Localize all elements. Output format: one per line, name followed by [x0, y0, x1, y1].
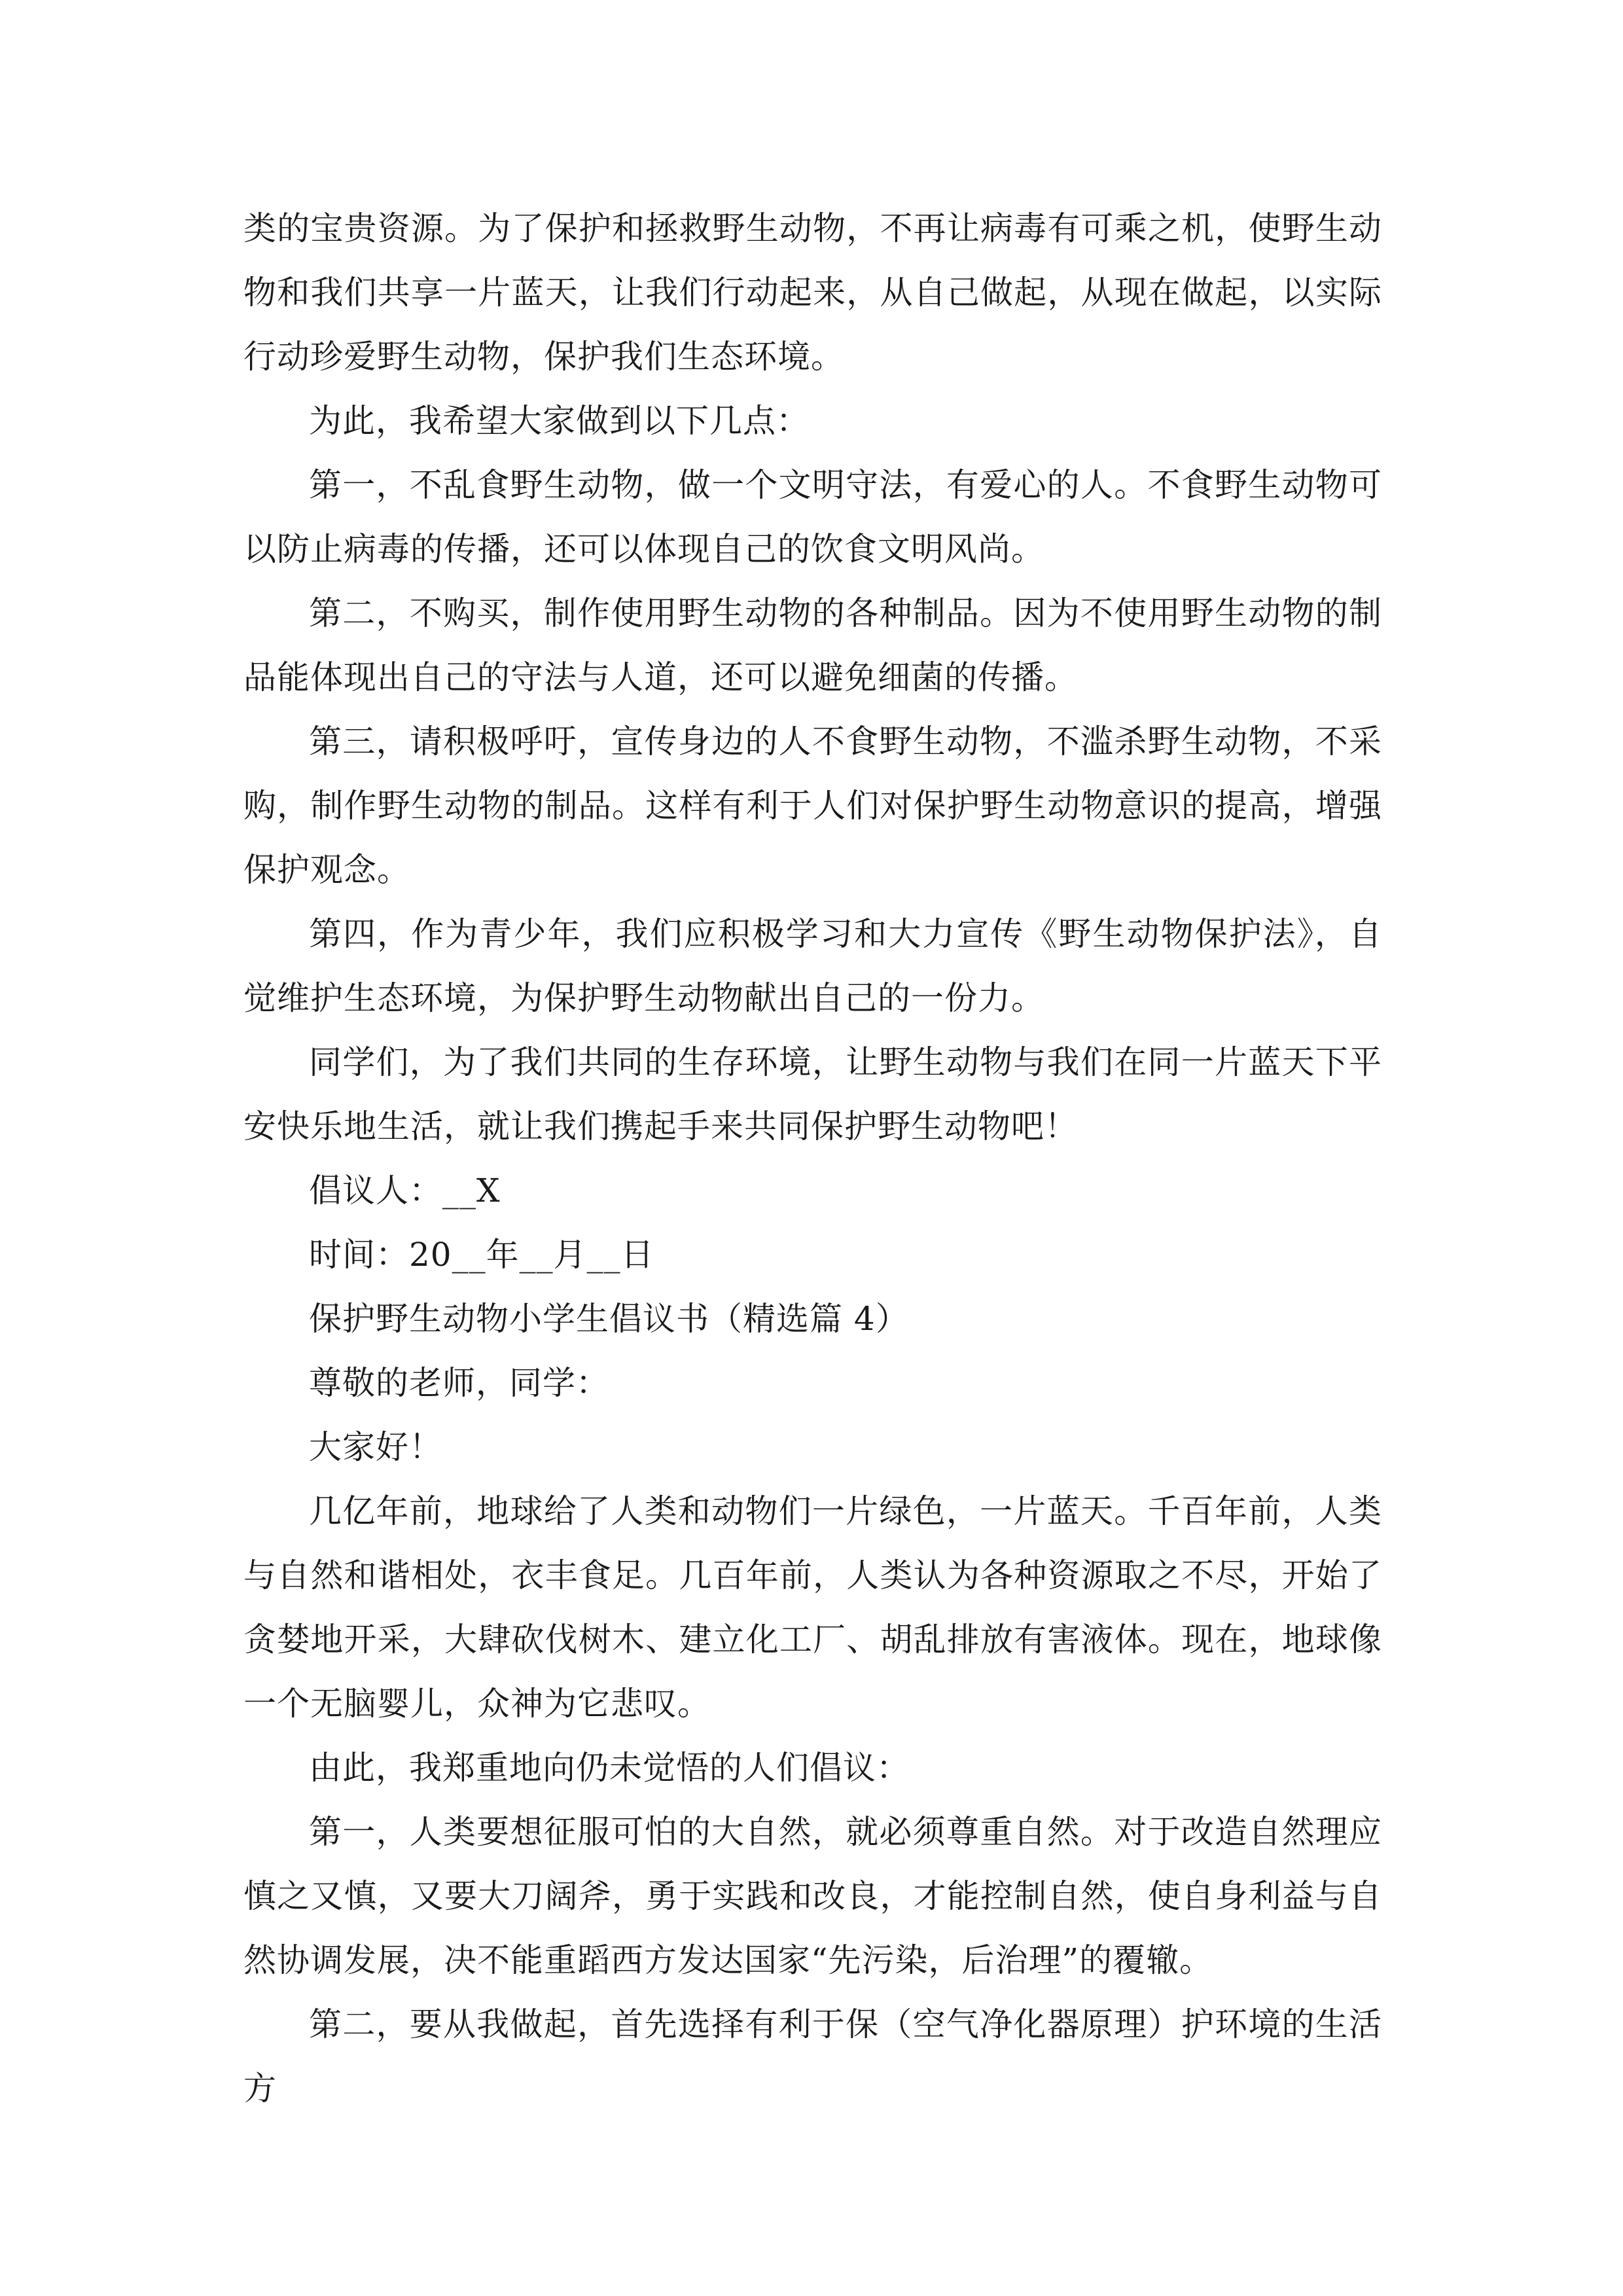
paragraph-appeal-point-1: 第一，人类要想征服可怕的大自然，就必须尊重自然。对于改造自然理应慎之又慎，又要大刀阔斧，勇于实践和改良，才能控制自然，使自身利益与自然协调发展，决不能重蹈西方发达国家“先污染，后治理”的覆辙。	[243, 1813, 1382, 1979]
paragraph-point-4: 第四，作为青少年，我们应积极学习和大力宣传《野生动物保护法》，自觉维护生态环境，为保护野生动物献出自己的一份力。	[243, 915, 1382, 1017]
paragraph-intro: 为此，我希望大家做到以下几点：	[309, 402, 810, 440]
paragraph-point-1: 第一，不乱食野生动物，做一个文明守法，有爱心的人。不食野生动物可以防止病毒的传播，还可以体现自己的饮食文明风尚。	[243, 466, 1382, 568]
paragraph-appeal-point-2: 第二，要从我做起，首先选择有利于保（空气净化器原理）护环境的生活方	[243, 2005, 1382, 2108]
paragraph-point-2: 第二，不购买，制作使用野生动物的各种制品。因为不使用野生动物的制品能体现出自己的守法与人道，还可以避免细菌的传播。	[243, 594, 1382, 696]
paragraph-continuation: 类的宝贵资源。为了保护和拯救野生动物，不再让病毒有可乘之机，使野生动物和我们共享一片蓝天，让我们行动起来，从自己做起，从现在做起，以实际行动珍爱野生动物，保护我们生态环境。	[243, 209, 1382, 376]
paragraph-appeal: 由此，我郑重地向仍未觉悟的人们倡议：	[309, 1749, 910, 1787]
salutation: 尊敬的老师，同学：	[309, 1364, 609, 1402]
initiator-line: 倡议人：__X	[309, 1172, 501, 1210]
paragraph-closing: 同学们，为了我们共同的生存环境，让野生动物与我们在同一片蓝天下平安快乐地生活，就让我们携起手来共同保护野生动物吧！	[243, 1043, 1382, 1145]
document-body	[243, 196, 1382, 2121]
paragraph-point-3: 第三，请积极呼吁，宣传身边的人不食野生动物，不滥杀野生动物，不采购，制作野生动物的制品。这样有利于人们对保护野生动物意识的提高，增强保护观念。	[243, 723, 1382, 889]
date-line: 时间：20__年__月__日	[309, 1236, 654, 1274]
paragraph-history: 几亿年前，地球给了人类和动物们一片绿色，一片蓝天。千百年前，人类与自然和谐相处，衣丰食足。几百年前，人类认为各种资源取之不尽，开始了贪婪地开采，大肆砍伐树木、建立化工厂、胡乱排放有害液体。现在，地球像一个无脑婴儿，众神为它悲叹。	[243, 1492, 1382, 1723]
section-title: 保护野生动物小学生倡议书（精选篇 4）	[309, 1300, 909, 1338]
greeting: 大家好！	[309, 1428, 442, 1466]
